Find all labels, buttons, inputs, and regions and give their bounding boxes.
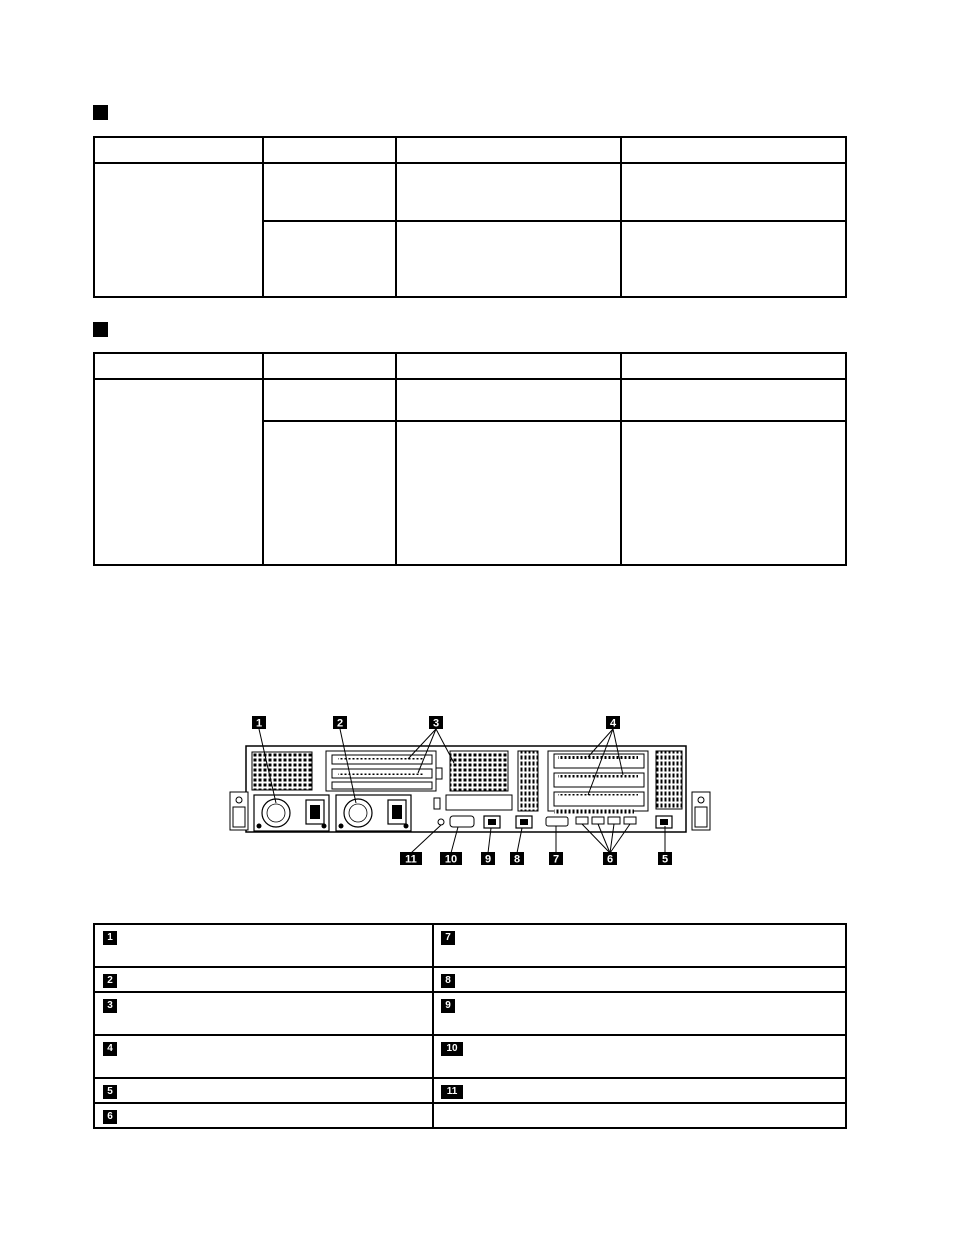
table-cell xyxy=(94,163,263,297)
table-header-cell xyxy=(263,353,396,379)
legend-row xyxy=(94,924,846,967)
legend-cell xyxy=(94,1035,433,1078)
table-header-cell xyxy=(263,137,396,163)
legend-row xyxy=(94,992,846,1035)
callout-8 xyxy=(510,852,524,865)
callout-label: 9 xyxy=(484,853,492,865)
table-cell xyxy=(396,163,621,221)
callout-9 xyxy=(481,852,495,865)
legend-badge: 2 xyxy=(103,974,117,988)
legend-badge: 11 xyxy=(441,1085,463,1099)
video-port xyxy=(546,817,568,826)
legend-cell xyxy=(94,992,433,1035)
table-cell xyxy=(396,379,621,421)
legend-badge: 9 xyxy=(441,999,455,1013)
callout-label: 2 xyxy=(336,717,344,730)
section-2-marker xyxy=(93,322,108,337)
legend-row xyxy=(94,1078,846,1103)
server-rear-diagram xyxy=(228,713,712,865)
legend-cell xyxy=(433,967,846,992)
legend-cell xyxy=(433,924,846,967)
table-header-cell xyxy=(94,137,263,163)
spec-table-1 xyxy=(93,136,847,298)
legend-cell xyxy=(94,967,433,992)
callout-3 xyxy=(429,716,443,730)
usb-port-4 xyxy=(624,817,636,824)
power-supply-2 xyxy=(336,795,411,831)
callout-label: 7 xyxy=(552,853,560,865)
pci-slots-left xyxy=(326,751,436,791)
callout-7 xyxy=(549,852,563,865)
callout-1 xyxy=(252,716,266,730)
table-header-row xyxy=(94,137,846,163)
callout-label: 5 xyxy=(661,853,669,865)
usb-port-1 xyxy=(576,817,588,824)
table-row xyxy=(94,379,846,421)
callout-label: 6 xyxy=(606,853,614,865)
legend-cell xyxy=(94,1103,433,1128)
table-header-cell xyxy=(396,353,621,379)
legend-badge: 3 xyxy=(103,999,117,1013)
right-vent-grille xyxy=(656,751,682,809)
legend-cell xyxy=(94,1078,433,1103)
callout-label: 1 xyxy=(255,717,263,730)
table-cell xyxy=(621,221,846,297)
legend-badge: 1 xyxy=(103,931,117,945)
spec-table-2 xyxy=(93,352,847,566)
table-cell xyxy=(263,421,396,565)
callout-2 xyxy=(333,716,347,730)
table-header-cell xyxy=(396,137,621,163)
table-header-cell xyxy=(94,353,263,379)
center-vent-grille xyxy=(450,751,508,791)
table-cell xyxy=(621,379,846,421)
legend-cell xyxy=(433,992,846,1035)
legend-row xyxy=(94,1035,846,1078)
power-supply-1 xyxy=(254,795,329,831)
table-cell xyxy=(263,221,396,297)
legend-badge: 4 xyxy=(103,1042,117,1056)
callout-label: 8 xyxy=(513,853,521,865)
table-cell xyxy=(94,379,263,565)
table-cell xyxy=(621,163,846,221)
usb-port-2 xyxy=(592,817,604,824)
callout-4 xyxy=(606,716,620,730)
callout-label: 4 xyxy=(609,717,617,730)
legend-row xyxy=(94,967,846,992)
table-row xyxy=(94,163,846,221)
pci-slots-right xyxy=(548,751,648,814)
legend-badge: 8 xyxy=(441,974,455,988)
legend-badge: 6 xyxy=(103,1110,117,1124)
serial-port xyxy=(450,816,474,827)
callout-label: 10 xyxy=(444,853,458,865)
usb-port-3 xyxy=(608,817,620,824)
table-header-row xyxy=(94,353,846,379)
legend-row xyxy=(94,1103,846,1128)
section-1-marker xyxy=(93,105,108,120)
table-cell xyxy=(263,379,396,421)
table-cell xyxy=(263,163,396,221)
table-cell xyxy=(621,421,846,565)
center-pci-slot xyxy=(446,795,512,810)
legend-badge: 7 xyxy=(441,931,455,945)
callout-10 xyxy=(440,852,462,865)
table-header-cell xyxy=(621,353,846,379)
table-cell xyxy=(396,221,621,297)
legend-badge: 10 xyxy=(441,1042,463,1056)
callout-5 xyxy=(658,852,672,865)
legend-badge: 5 xyxy=(103,1085,117,1099)
table-cell xyxy=(396,421,621,565)
callout-label: 11 xyxy=(405,853,417,865)
legend-cell xyxy=(433,1103,846,1128)
callout-11 xyxy=(400,852,422,865)
table-header-cell xyxy=(621,137,846,163)
callout-label: 3 xyxy=(432,717,440,730)
legend-cell xyxy=(94,924,433,967)
legend-cell xyxy=(433,1035,846,1078)
callout-legend-table xyxy=(93,923,847,1129)
callout-6 xyxy=(603,852,617,865)
left-vent-grille xyxy=(252,752,312,790)
legend-cell xyxy=(433,1078,846,1103)
